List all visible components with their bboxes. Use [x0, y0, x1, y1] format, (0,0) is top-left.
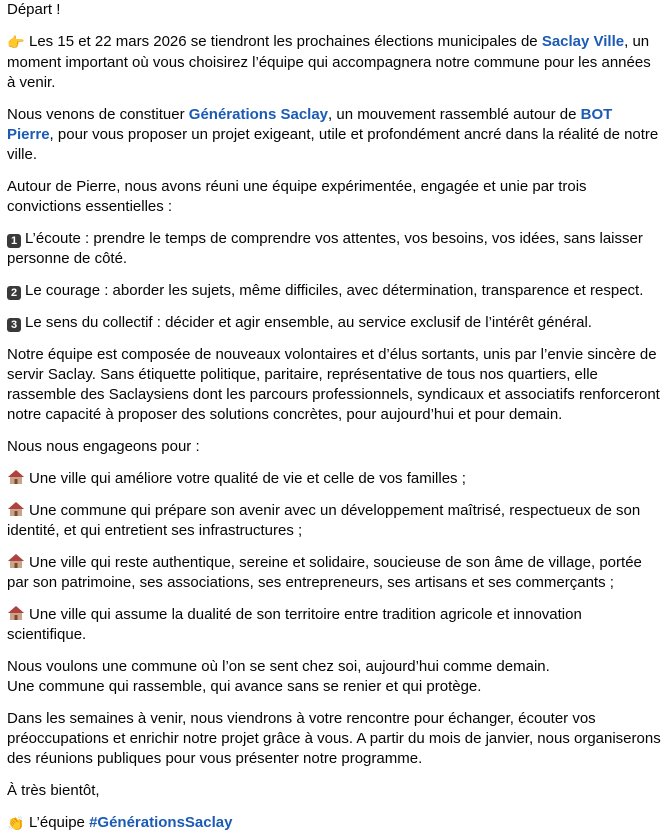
- conviction-text: L’écoute : prendre le temps de comprendre vos attentes, vos besoins, vos idées, sans laisser personne de côté.: [7, 230, 643, 267]
- house-icon: [7, 605, 25, 621]
- keycap-2-icon: 2: [7, 286, 21, 300]
- clapping-hands-icon: 👏: [7, 816, 25, 832]
- hashtag-generations-saclay[interactable]: #GénérationsSaclay: [89, 814, 233, 831]
- engagement-text: Une ville qui reste authentique, sereine et solidaire, soucieuse de son âme de village, portée par son patrimoine, ses associations, ses entrepreneurs, ses artisans et ses commerçants ;: [7, 554, 642, 591]
- engagement-item: [7, 469, 661, 489]
- conviction-text: Le sens du collectif : décider et agir ensemble, au service exclusif de l’intérêt général.: [25, 314, 592, 331]
- closing: À très bientôt,: [7, 782, 100, 799]
- pointing-hand-icon: 👉: [7, 35, 25, 51]
- engagement-item: [7, 605, 661, 645]
- conviction-item: [7, 313, 661, 333]
- paragraph-vision: [7, 657, 661, 697]
- post-intro: Départ !: [7, 1, 61, 18]
- engagement-item: [7, 501, 661, 541]
- conviction-item: [7, 281, 661, 301]
- paragraph-meetings: Dans les semaines à venir, nous viendrons à votre rencontre pour échanger, écouter vos préoccupations et enrichir notre projet grâce à vous. A partir du mois de janvier, nous organiserons des réunions publiques pour vous présenter notre programme.: [7, 710, 661, 767]
- text: , un mouvement rassemblé autour de: [328, 106, 581, 123]
- paragraph-engagements-intro: Nous nous engageons pour :: [7, 438, 200, 455]
- engagement-text: Une commune qui prépare son avenir avec un développement maîtrisé, respectueux de son identité, et qui entretient ses infrastructures ;: [7, 502, 641, 539]
- house-icon: [7, 553, 25, 569]
- house-icon: [7, 469, 25, 485]
- keycap-3-icon: 3: [7, 318, 21, 332]
- link-bot-pierre[interactable]: BOT Pierre: [7, 106, 613, 143]
- signature: [7, 813, 661, 834]
- paragraph-election: [7, 32, 661, 93]
- engagement-text: Une ville qui assume la dualité de son territoire entre tradition agricole et innovation scientifique.: [7, 606, 582, 643]
- engagement-text: Une ville qui améliore votre qualité de vie et celle de vos familles ;: [29, 470, 466, 487]
- conviction-item: [7, 229, 661, 269]
- keycap-1-icon: 1: [7, 234, 21, 248]
- paragraph-movement: [7, 105, 661, 165]
- house-icon: [7, 501, 25, 517]
- paragraph-team: Autour de Pierre, nous avons réuni une équipe expérimentée, engagée et unie par trois convictions essentielles :: [7, 178, 587, 215]
- link-generations-saclay[interactable]: Générations Saclay: [188, 106, 329, 123]
- vision-line-1: Nous voulons une commune où l’on se sent chez soi, aujourd’hui comme demain.: [7, 658, 550, 675]
- engagement-item: [7, 553, 661, 593]
- text: , un moment important où vous choisirez l’équipe qui accompagnera notre commune pour les années à venir.: [7, 33, 651, 91]
- text: , pour vous proposer un projet exigeant, utile et profondément ancré dans la réalité de notre ville.: [7, 126, 659, 163]
- paragraph-composition: Notre équipe est composée de nouveaux volontaires et d’élus sortants, unis par l’envie sincère de servir Saclay. Sans étiquette politique, paritaire, représentative de tous nos quartiers, elle rassemble des Saclaysiens dont les parcours professionnels, syndicaux et associatifs renforceront notre capacité à proposer des solutions concrètes, pour aujourd’hui et pour demain.: [7, 346, 660, 423]
- signature-text: L’équipe: [29, 814, 90, 831]
- vision-line-2: Une commune qui rassemble, qui avance sans se renier et qui protège.: [7, 678, 482, 695]
- text: Les 15 et 22 mars 2026 se tiendront les prochaines élections municipales de: [29, 33, 542, 50]
- link-saclay-ville[interactable]: Saclay Ville: [541, 33, 625, 50]
- text: Nous venons de constituer: [7, 106, 189, 123]
- conviction-text: Le courage : aborder les sujets, même difficiles, avec détermination, transparence et respect.: [25, 282, 644, 299]
